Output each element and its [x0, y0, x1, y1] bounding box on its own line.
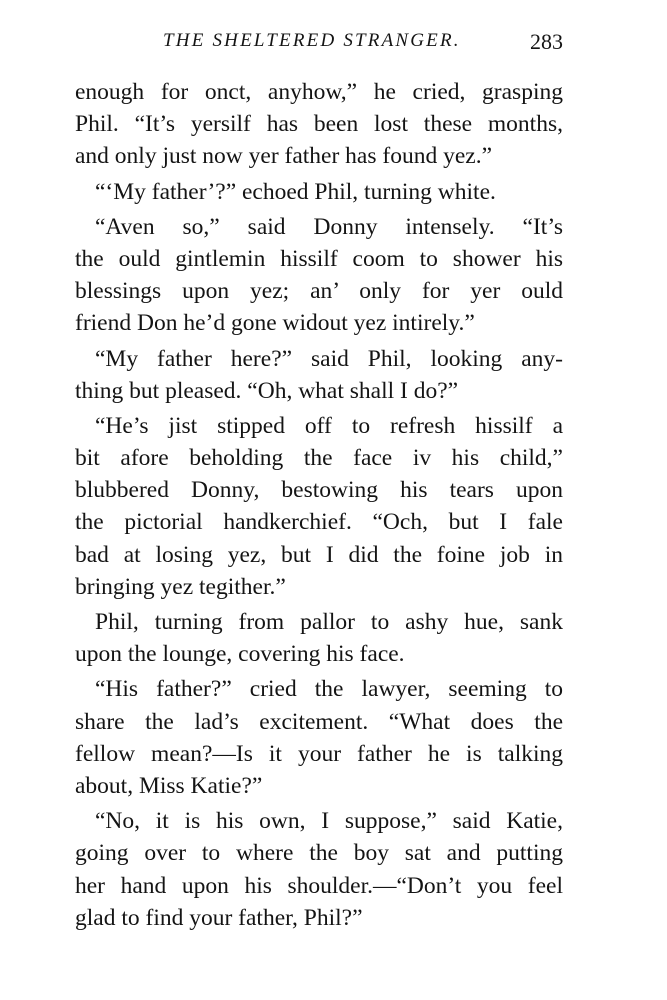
text-line: fellow mean?—Is it your father he is talking [75, 740, 563, 767]
text-line: “No, it is his own, I suppose,” said Katie, [95, 808, 563, 835]
text-line: her hand upon his shoulder.—“Don’t you feel [75, 872, 563, 899]
text-line: “Aven so,” said Donny intensely. “It’s [95, 213, 563, 240]
text-line: glad to find your father, Phil?” [75, 904, 363, 931]
text-line: “‘My father’?” echoed Phil, turning white. [95, 178, 496, 205]
text-line: “He’s jist stipped off to refresh hissilf a [95, 412, 563, 439]
text-line: Phil, turning from pallor to ashy hue, sank [95, 609, 563, 635]
running-title: THE SHELTERED STRANGER. [163, 30, 461, 51]
text-line: and only just now yer father has found yez.” [75, 143, 492, 170]
text-line: going over to where the boy sat and putting [75, 840, 563, 867]
text-line: the ould gintlemin hissilf coom to shower his [75, 245, 563, 272]
text-line: bringing yez tegither.” [75, 573, 286, 600]
text-line: blessings upon yez; an’ only for yer ould [75, 278, 563, 305]
text-line: bad at losing yez, but I did the foine job in [75, 541, 563, 568]
text-line: enough for onct, anyhow,” he cried, grasping [75, 79, 563, 105]
text-line: about, Miss Katie?” [75, 772, 263, 799]
text-line: “My father here?” said Phil, looking any- [95, 345, 563, 372]
page-number: 283 [530, 29, 563, 54]
text-line: the pictorial handkerchief. “Och, but I fale [75, 509, 563, 536]
text-line: friend Don he’d gone widout yez intirely.” [75, 310, 475, 337]
text-line: Phil. “It’s yersilf has been lost these months, [75, 111, 563, 138]
text-line: thing but pleased. “Oh, what shall I do?” [75, 377, 459, 404]
body-text [75, 76, 563, 934]
running-head [75, 30, 563, 60]
text-line: upon the lounge, covering his face. [75, 641, 405, 668]
text-line: bit afore beholding the face iv his child,” [75, 445, 563, 472]
text-line: blubbered Donny, bestowing his tears upon [75, 477, 563, 504]
text-line: share the lad’s excitement. “What does the [75, 708, 563, 735]
text-line: “His father?” cried the lawyer, seeming to [95, 676, 563, 703]
